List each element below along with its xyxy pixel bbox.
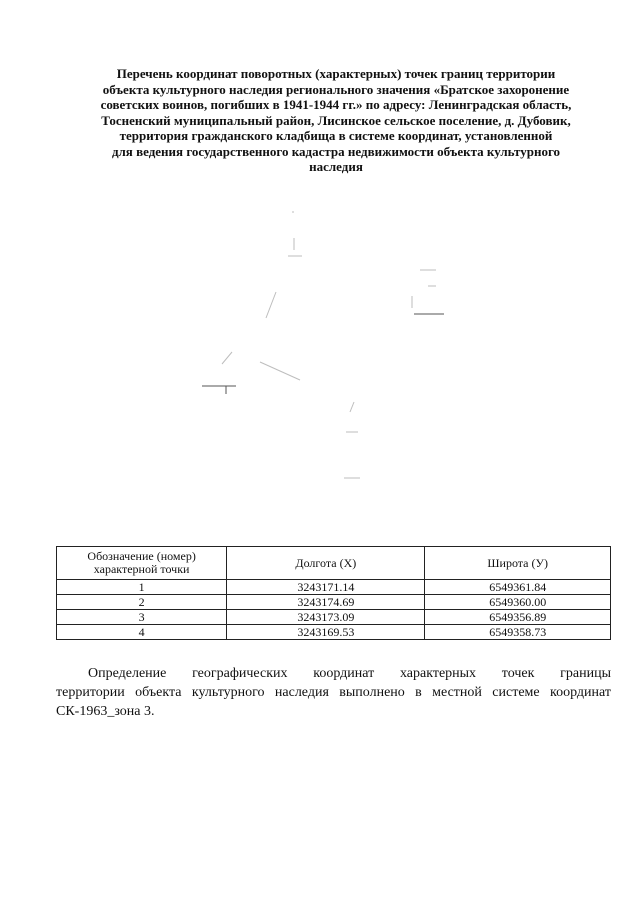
latitude-value: 6549356.89 — [425, 610, 611, 625]
longitude-value: 3243169.53 — [227, 625, 425, 640]
point-number: 4 — [57, 625, 227, 640]
title-line: советских воинов, погибших в 1941-1944 гг.» по адресу: Ленинградская область, — [100, 97, 572, 112]
table-row — [57, 625, 611, 640]
header-longitude: Долгота (X) — [227, 547, 425, 580]
coordinate-system-note — [56, 664, 611, 721]
coordinates-table — [56, 546, 611, 640]
title-line: Перечень координат поворотных (характерных) точек границ территории — [116, 66, 556, 81]
longitude-value: 3243173.09 — [227, 610, 425, 625]
table-row — [57, 580, 611, 595]
title-line: наследия — [309, 159, 363, 174]
point-number: 2 — [57, 595, 227, 610]
title-line: объекта культурного наследия регионального значения «Братское захоронение — [102, 81, 570, 97]
latitude-value: 6549358.73 — [425, 625, 611, 640]
title-line: для ведения государственного кадастра недвижимости объекта культурного — [111, 143, 561, 159]
title-line: Тосненский муниципальный район, Лисинское сельское поселение, д. Дубовик, — [101, 112, 571, 128]
table-header-row — [57, 547, 611, 580]
point-number: 1 — [57, 580, 227, 595]
header-point-number: Обозначение (номер) характерной точки — [57, 547, 227, 580]
point-number: 3 — [57, 610, 227, 625]
latitude-value: 6549361.84 — [425, 580, 611, 595]
table-row — [57, 595, 611, 610]
note-line: СК-1963_зона 3. — [56, 704, 155, 719]
note-line: территории объекта культурного наследия выполнено в местной системе координат — [56, 685, 611, 700]
longitude-value: 3243171.14 — [227, 580, 425, 595]
latitude-value: 6549360.00 — [425, 595, 611, 610]
longitude-value: 3243174.69 — [227, 595, 425, 610]
header-latitude: Широта (У) — [425, 547, 611, 580]
title-line: территория гражданского кладбища в системе координат, установленной — [119, 128, 553, 143]
note-line: Определение географических координат характерных точек границы — [88, 666, 611, 681]
table-row — [57, 610, 611, 625]
